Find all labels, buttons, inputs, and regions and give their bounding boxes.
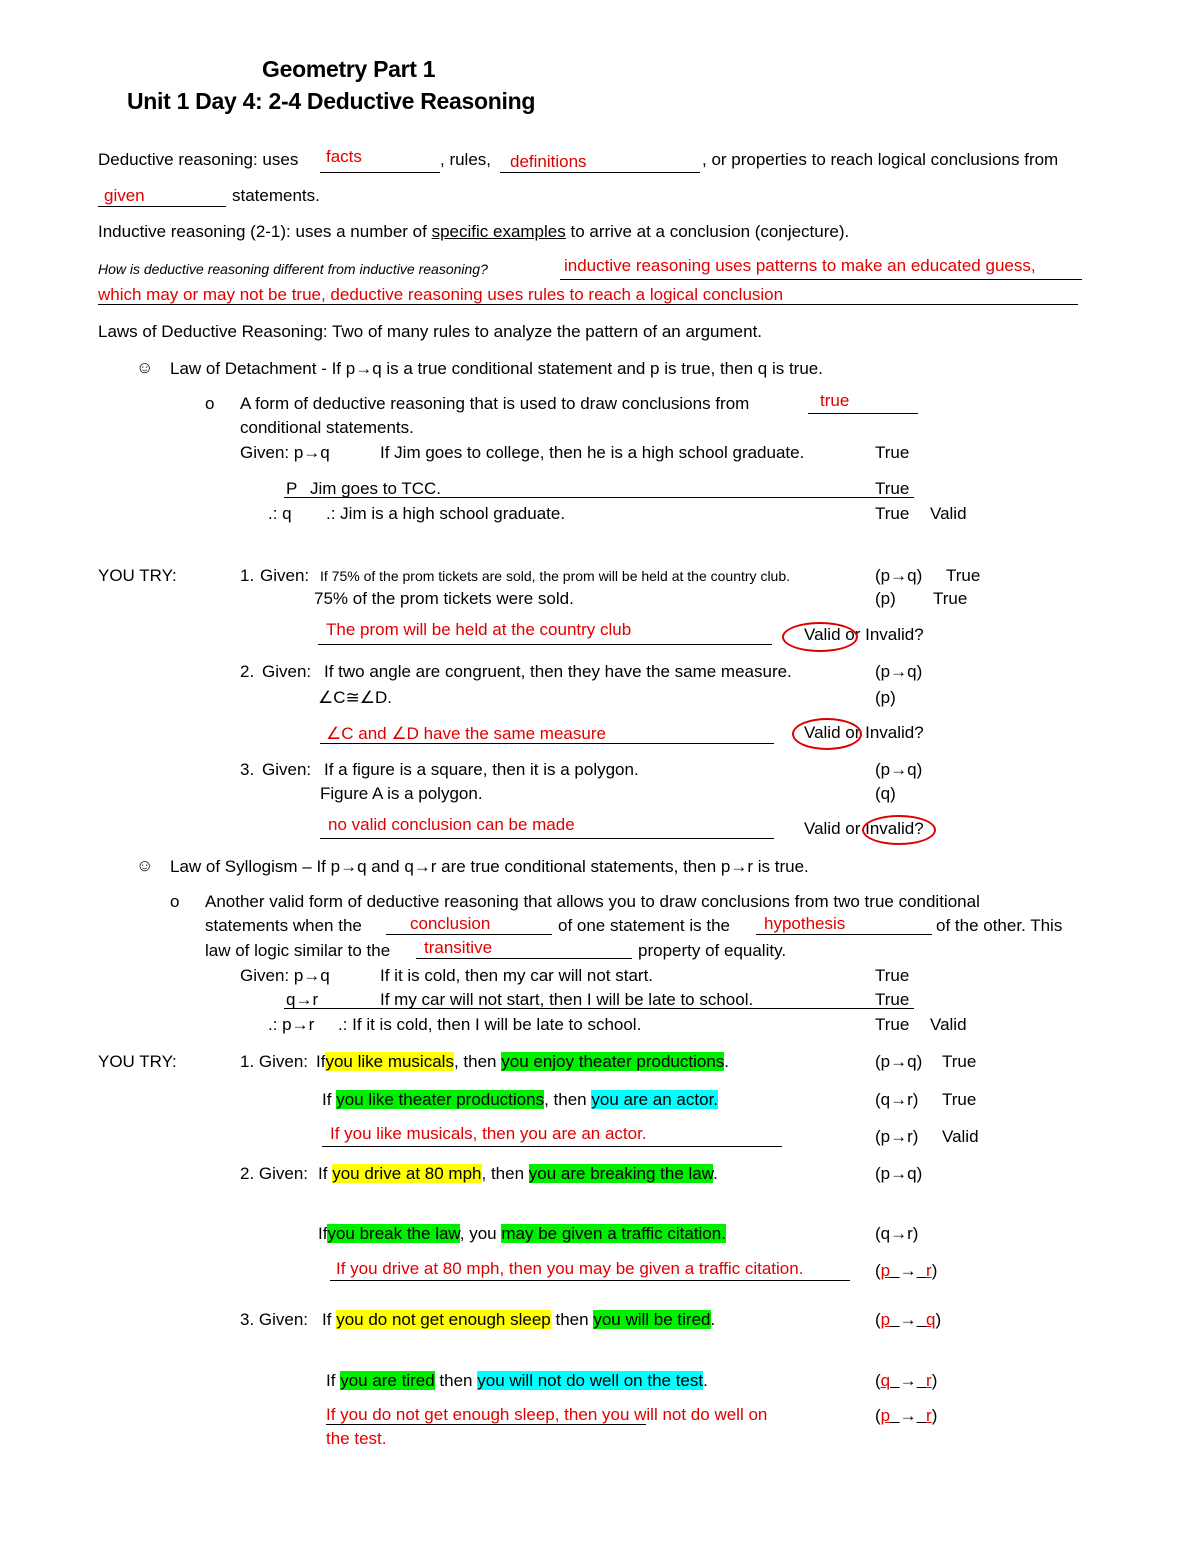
ex1-tv3: Valid: [942, 1127, 979, 1146]
ex1-given: Given:: [260, 566, 310, 585]
then-word: then: [555, 1310, 589, 1329]
period: .: [703, 1371, 708, 1390]
blank-hypothesis: hypothesis: [764, 914, 846, 933]
detachment-title: Law of Detachment - If p→q is a true conditional statement and p is true, then q is true.: [170, 359, 823, 378]
ex1-tag2: (q→r): [875, 1090, 919, 1109]
you-try-label: YOU TRY:: [98, 566, 177, 585]
ex1-num: 1. Given:: [240, 1052, 309, 1071]
ex3-tag1: (p→q): [875, 760, 923, 779]
ex3-num: 3. Given:: [240, 1310, 309, 1329]
syllogism-g2-label: q→r: [286, 990, 319, 1009]
paren-close: ): [931, 1371, 938, 1390]
syllogism-l1: Another valid form of deductive reasoning that allows you to draw conclusions from two true conditional: [205, 892, 980, 911]
tag-var-1: q: [880, 1371, 891, 1390]
tag-var-1: p: [880, 1261, 891, 1280]
detachment-form-2: conditional statements.: [240, 418, 414, 437]
conclusion-highlight: you will be tired: [593, 1310, 711, 1329]
ex2-tag3: [875, 1261, 937, 1281]
detachment-q: .: Jim is a high school graduate.: [326, 504, 566, 523]
blank-line: [416, 958, 632, 959]
ex3-answer-1: If you do not get enough sleep, then you will not do well on: [326, 1405, 768, 1424]
blank-true: true: [820, 391, 850, 410]
syllogism-l2b: of one statement is the: [558, 916, 730, 935]
answer-line: [330, 1280, 850, 1281]
valid-circle: [782, 622, 858, 652]
ex2-tag2: (p): [875, 688, 896, 707]
blank-definitions: definitions: [510, 152, 587, 171]
paren-open: (: [875, 1310, 881, 1329]
conclusion-highlight: you are an actor.: [591, 1090, 719, 1109]
ex1-answer: If you like musicals, then you are an actor.: [330, 1124, 647, 1143]
detachment-given-tv: True: [875, 443, 910, 462]
answer-line: [322, 1146, 782, 1147]
tag-var-1: p: [880, 1406, 891, 1425]
syllogism-g3: .: If it is cold, then I will be late to school.: [338, 1015, 642, 1034]
you-word: , you: [459, 1224, 497, 1243]
inductive-post: to arrive at a conclusion (conjecture).: [570, 222, 850, 241]
detachment-given-label: Given: p→q: [240, 443, 330, 462]
ex2-stmt2: ∠C≅∠D.: [318, 688, 393, 707]
if-word: If: [322, 1090, 332, 1109]
answer-line: [318, 644, 772, 645]
tag-var-2: r: [926, 1371, 932, 1390]
arrow-icon: →: [899, 1310, 917, 1329]
ex1-tv2: True: [933, 589, 968, 608]
detachment-p-label: P: [286, 479, 298, 498]
divider-line: [284, 1008, 914, 1009]
paren-close: ): [931, 1261, 938, 1280]
detachment-q-tv: True: [875, 504, 910, 523]
ex3-given: Given:: [262, 760, 312, 779]
valid-circle: [792, 718, 862, 750]
hypothesis-highlight: you are tired: [340, 1371, 435, 1390]
ex1-stmt2: 75% of the prom tickets were sold.: [314, 589, 574, 608]
hypothesis-highlight: you like musicals: [325, 1052, 454, 1071]
ex2-answer: If you drive at 80 mph, then you may be given a traffic citation.: [336, 1259, 804, 1278]
ex1-tag2: (p): [875, 589, 896, 608]
syllogism-l2a: statements when the: [205, 916, 362, 935]
ex1-tv1: True: [946, 566, 981, 585]
detachment-given: If Jim goes to college, then he is a high school graduate.: [380, 443, 805, 462]
ex1-tv1: True: [942, 1052, 977, 1071]
tag-var-2: r: [926, 1261, 932, 1280]
blank-transitive: transitive: [424, 938, 493, 957]
ex2-tag1: (p→q): [875, 662, 923, 681]
period: .: [713, 1164, 718, 1183]
deductive-text4: statements.: [232, 186, 320, 205]
syllogism-g3-valid: Valid: [930, 1015, 967, 1034]
if-word: If: [322, 1310, 332, 1329]
if-word: If: [326, 1371, 336, 1390]
conclusion-highlight: may be given a traffic citation.: [501, 1224, 726, 1243]
ex2-tag1: (p→q): [875, 1164, 923, 1183]
syllogism-g3-label: .: p→r: [268, 1015, 315, 1034]
blank-line: [756, 934, 932, 935]
syllogism-g1: If it is cold, then my car will not start.: [380, 966, 654, 985]
ex2-stmt: If two angle are congruent, then they have the same measure.: [324, 662, 792, 681]
ex1-num: 1.: [240, 566, 255, 585]
question-answer-1: inductive reasoning uses patterns to make an educated guess,: [564, 256, 1036, 275]
inductive-underlined: specific examples: [431, 222, 566, 241]
syllogism-l3a: law of logic similar to the: [205, 941, 391, 960]
syllogism-g2: If my car will not start, then I will be late to school.: [380, 990, 754, 1009]
ex1-tag1: (p→q): [875, 1052, 923, 1071]
ex3-stmt2: Figure A is a polygon.: [320, 784, 483, 803]
ex2-answer: ∠C and ∠D have the same measure: [326, 724, 606, 743]
bullet-icon: o: [205, 394, 215, 413]
blank-given: given: [104, 186, 145, 205]
blank-conclusion: conclusion: [410, 914, 491, 933]
hypothesis-highlight: you do not get enough sleep: [336, 1310, 551, 1329]
detachment-valid: Valid: [930, 504, 967, 523]
detachment-p-tv: True: [875, 479, 910, 498]
blank-line: [386, 934, 552, 935]
title-line2: Unit 1 Day 4: 2-4 Deductive Reasoning: [127, 88, 536, 114]
hypothesis-highlight: you drive at 80 mph: [332, 1164, 482, 1183]
syllogism-g1-label: Given: p→q: [240, 966, 330, 985]
deductive-text2: , rules,: [440, 150, 492, 169]
ex3-stmt: If a figure is a square, then it is a polygon.: [324, 760, 639, 779]
ex3-line2: [326, 1371, 708, 1391]
inductive-line: [98, 222, 849, 242]
answer-line: [320, 838, 774, 839]
ex3-valid-invalid: Valid or Invalid?: [804, 819, 924, 838]
tag-var-1: p: [880, 1310, 891, 1329]
arrow-icon: →: [899, 1261, 917, 1280]
syllogism-g2-tv: True: [875, 990, 910, 1009]
answer-line: [560, 279, 1082, 280]
ex1-tag1: (p→q): [875, 566, 923, 585]
inductive-pre: Inductive reasoning (2-1): uses a number of: [98, 222, 427, 241]
ex1-line1: [316, 1052, 729, 1072]
conclusion-highlight: you enjoy theater productions: [501, 1052, 725, 1071]
hypothesis-highlight: you break the law: [327, 1224, 460, 1243]
smiley-icon: ☺: [136, 358, 154, 377]
divider-line: [284, 497, 914, 498]
invalid-circle: [862, 815, 936, 845]
period: .: [710, 1310, 716, 1329]
ex3-num: 3.: [240, 760, 255, 779]
paren-close: ): [931, 1406, 938, 1425]
ex3-tag2: (q): [875, 784, 896, 803]
blank-line: [320, 172, 440, 173]
deductive-text3: , or properties to reach logical conclusions from: [702, 150, 1059, 169]
blank-line: [98, 206, 226, 207]
syllogism-title: Law of Syllogism – If p→q and q→r are true conditional statements, then p→r is true.: [170, 857, 809, 876]
ex3-tag2: [875, 1371, 937, 1391]
smiley-icon: ☺: [136, 856, 154, 875]
paren-open: (: [875, 1371, 881, 1390]
tag-var-2: q: [926, 1310, 936, 1329]
syllogism-l2c: of the other. This: [936, 916, 1063, 935]
ex2-num: 2.: [240, 662, 255, 681]
ex2-line1: [318, 1164, 718, 1184]
ex2-tag2: (q→r): [875, 1224, 919, 1243]
blank-line: [500, 172, 700, 173]
title-line1: Geometry Part 1: [262, 56, 436, 82]
if-word: If: [316, 1052, 326, 1071]
ex3-line1: [322, 1310, 715, 1330]
tag-var-2: r: [926, 1406, 932, 1425]
ex2-num: 2. Given:: [240, 1164, 309, 1183]
deductive-label: Deductive reasoning: uses: [98, 150, 299, 169]
paren-open: (: [875, 1406, 881, 1425]
blank-facts: facts: [326, 147, 362, 166]
ex1-line2: [322, 1090, 718, 1110]
ex1-tag3: (p→r): [875, 1127, 919, 1146]
syllogism-l3b: property of equality.: [638, 941, 787, 960]
ex3-tag3: [875, 1406, 937, 1426]
ex1-stmt: If 75% of the prom tickets are sold, the prom will be held at the country club.: [320, 568, 791, 584]
detachment-q-label: .: q: [268, 504, 292, 523]
you-try-label: YOU TRY:: [98, 1052, 177, 1071]
arrow-icon: →: [899, 1406, 917, 1425]
if-word: If: [318, 1224, 328, 1243]
detachment-form-1: A form of deductive reasoning that is used to draw conclusions from: [240, 394, 750, 413]
then-word: , then: [544, 1090, 587, 1109]
then-word: , then: [481, 1164, 525, 1183]
conclusion-highlight: you are breaking the law: [528, 1164, 714, 1183]
ex1-valid-invalid: Valid or Invalid?: [804, 625, 924, 644]
ex1-answer: The prom will be held at the country club: [326, 620, 632, 639]
question-answer-2: which may or may not be true, deductive reasoning uses rules to reach a logical conclusion: [98, 285, 784, 304]
syllogism-g1-tv: True: [875, 966, 910, 985]
ex3-answer: no valid conclusion can be made: [328, 815, 575, 834]
conclusion-highlight: you will not do well on the test: [477, 1371, 704, 1390]
bullet-icon: o: [170, 892, 180, 911]
laws-heading: Laws of Deductive Reasoning: Two of many rules to analyze the pattern of an argument.: [98, 322, 763, 341]
paren-close: ): [935, 1310, 942, 1329]
arrow-icon: →: [899, 1371, 917, 1390]
if-word: If: [318, 1164, 328, 1183]
period: .: [724, 1052, 730, 1071]
ex2-line2: [318, 1224, 726, 1244]
question-text: How is deductive reasoning different from inductive reasoning?: [98, 261, 488, 277]
blank-line: [808, 413, 918, 414]
ex1-tv2: True: [942, 1090, 977, 1109]
paren-open: (: [875, 1261, 881, 1280]
then-word: then: [439, 1371, 473, 1390]
ex3-tag1: [875, 1310, 941, 1330]
detachment-p: Jim goes to TCC.: [310, 479, 442, 498]
ex2-given: Given:: [262, 662, 312, 681]
ex2-valid-invalid: Valid or Invalid?: [804, 723, 924, 742]
ex3-answer-2: the test.: [326, 1429, 387, 1448]
then-word: , then: [453, 1052, 497, 1071]
hypothesis-highlight: you like theater productions: [336, 1090, 545, 1109]
syllogism-g3-tv: True: [875, 1015, 910, 1034]
